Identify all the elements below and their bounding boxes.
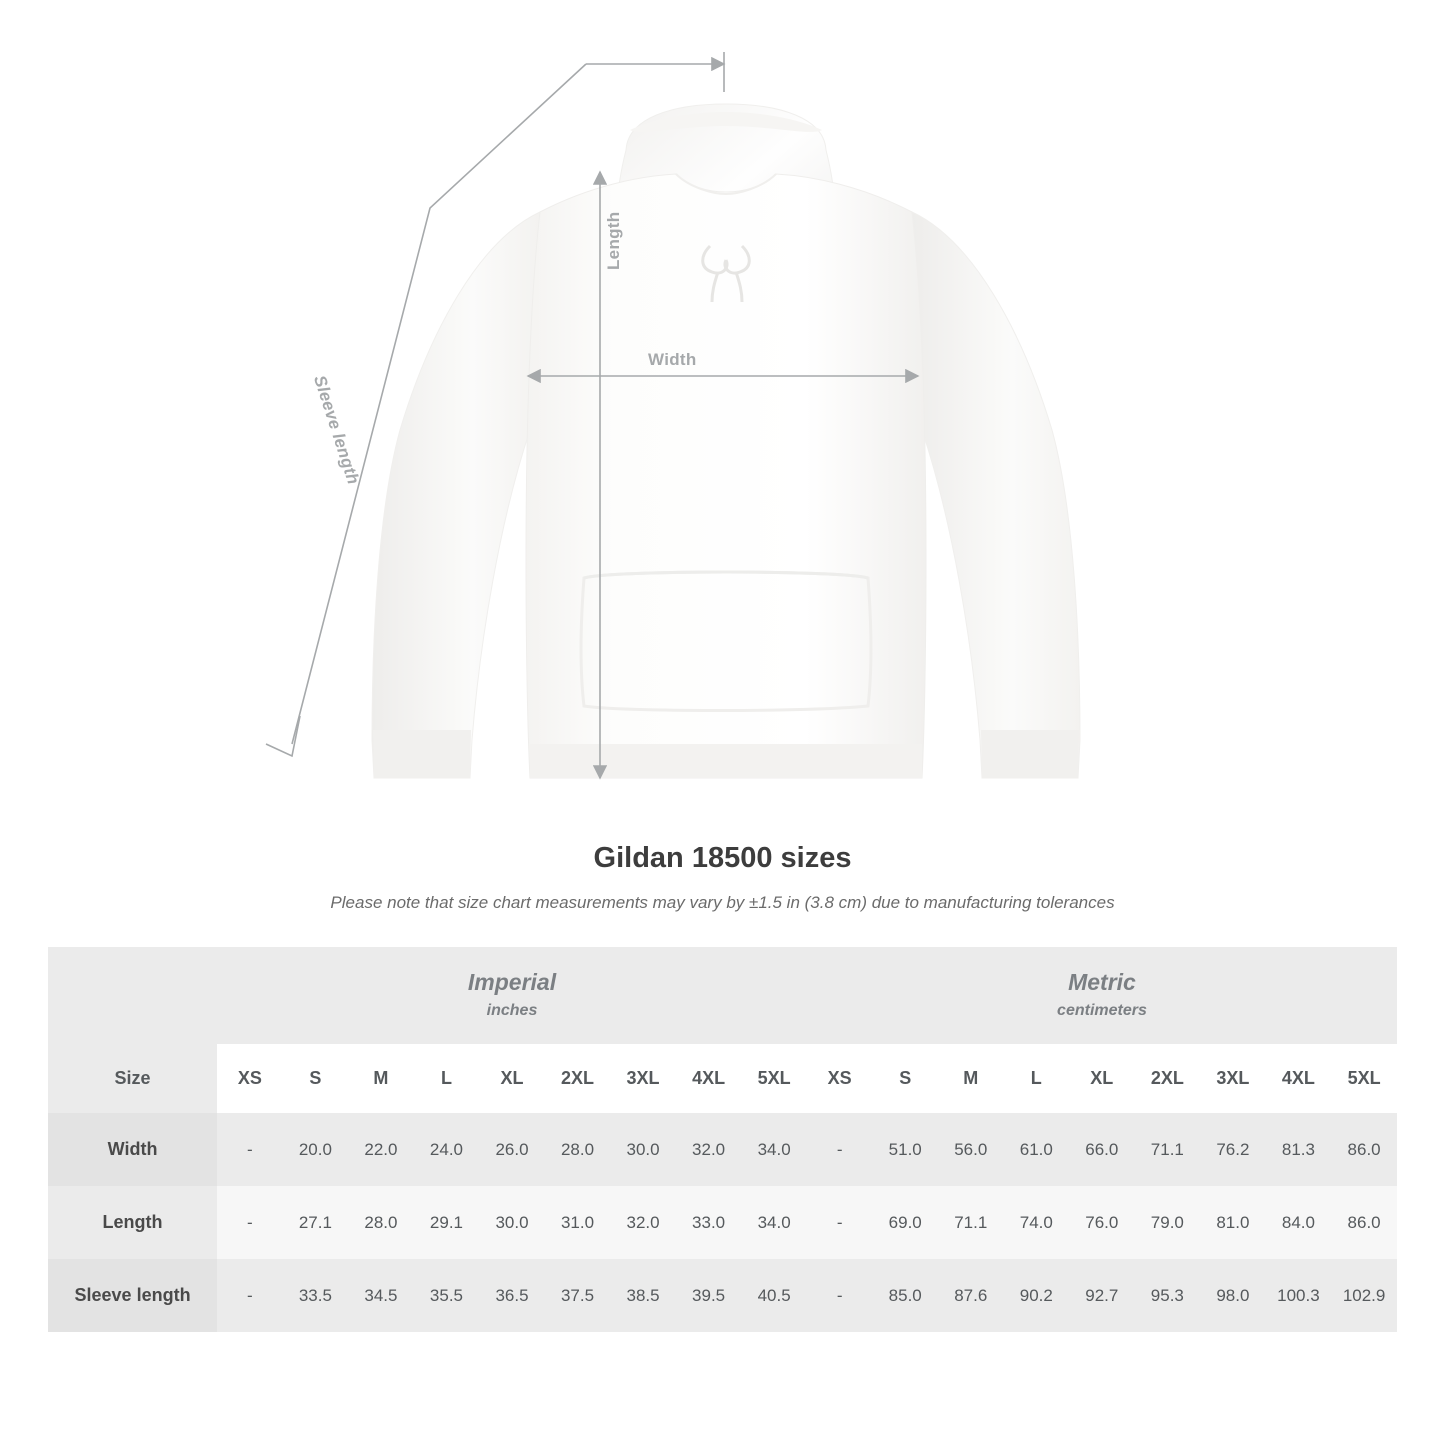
unit-group-imperial-sub: inches [486,1002,538,1019]
cell-sleeve-imperial-5xl: 40.5 [741,1259,807,1332]
cell-sleeve-metric-2xl: 95.3 [1135,1259,1201,1332]
column-header-metric-4xl: 4XL [1266,1044,1332,1113]
unit-group-imperial [217,947,807,1044]
column-header-metric-s: S [872,1044,938,1113]
cell-sleeve-metric-4xl: 100.3 [1266,1259,1332,1332]
cell-length-imperial-xs: - [217,1186,283,1259]
column-header-metric-m: M [938,1044,1004,1113]
page-title: Gildan 18500 sizes [593,842,852,874]
cell-length-imperial-3xl: 32.0 [610,1186,676,1259]
title-block [0,842,1445,913]
column-header-metric-l: L [1004,1044,1070,1113]
cell-sleeve-metric-l: 90.2 [1004,1259,1070,1332]
column-header-metric-5xl: 5XL [1331,1044,1397,1113]
column-header-imperial-5xl: 5XL [741,1044,807,1113]
cell-length-metric-l: 74.0 [1004,1186,1070,1259]
cell-width-metric-5xl: 86.0 [1331,1113,1397,1186]
table-row [48,1113,1397,1186]
size-table-wrap [48,947,1397,1332]
cell-sleeve-imperial-2xl: 37.5 [545,1259,611,1332]
cell-length-metric-m: 71.1 [938,1186,1004,1259]
cell-width-metric-l: 61.0 [1004,1113,1070,1186]
cell-width-metric-xs: - [807,1113,873,1186]
table-row [48,1259,1397,1332]
cell-width-imperial-m: 22.0 [348,1113,414,1186]
size-chart-table [48,947,1397,1332]
column-header-imperial-2xl: 2XL [545,1044,611,1113]
cell-length-metric-xs: - [807,1186,873,1259]
cell-sleeve-imperial-3xl: 38.5 [610,1259,676,1332]
row-label-sleeve-length: Sleeve length [48,1259,217,1332]
cell-width-metric-3xl: 76.2 [1200,1113,1266,1186]
cell-length-imperial-m: 28.0 [348,1186,414,1259]
unit-group-metric [807,947,1397,1044]
cell-width-imperial-3xl: 30.0 [610,1113,676,1186]
cell-sleeve-imperial-m: 34.5 [348,1259,414,1332]
unit-spacer [48,947,217,1044]
cell-width-metric-m: 56.0 [938,1113,1004,1186]
cell-sleeve-imperial-s: 33.5 [283,1259,349,1332]
column-header-imperial-xs: XS [217,1044,283,1113]
column-header-metric-xl: XL [1069,1044,1135,1113]
cell-length-imperial-2xl: 31.0 [545,1186,611,1259]
row-label-width: Width [48,1113,217,1186]
cell-length-metric-5xl: 86.0 [1331,1186,1397,1259]
column-header-metric-2xl: 2XL [1135,1044,1201,1113]
cell-sleeve-metric-m: 87.6 [938,1259,1004,1332]
table-row [48,1186,1397,1259]
cell-sleeve-metric-xl: 92.7 [1069,1259,1135,1332]
cell-width-imperial-4xl: 32.0 [676,1113,742,1186]
cell-length-metric-3xl: 81.0 [1200,1186,1266,1259]
cell-length-metric-s: 69.0 [872,1186,938,1259]
width-label: Width [648,350,697,369]
cell-width-imperial-xl: 26.0 [479,1113,545,1186]
cell-width-imperial-l: 24.0 [414,1113,480,1186]
cell-width-metric-xl: 66.0 [1069,1113,1135,1186]
column-header-imperial-l: L [414,1044,480,1113]
unit-header-row [48,947,1397,1044]
cell-sleeve-metric-3xl: 98.0 [1200,1259,1266,1332]
cell-sleeve-metric-s: 85.0 [872,1259,938,1332]
row-label-length: Length [48,1186,217,1259]
column-header-imperial-4xl: 4XL [676,1044,742,1113]
hoodie-shape [372,104,1080,778]
sleeve-length-label: Sleeve length [309,373,364,487]
cell-width-imperial-2xl: 28.0 [545,1113,611,1186]
cell-length-metric-4xl: 84.0 [1266,1186,1332,1259]
cell-length-imperial-xl: 30.0 [479,1186,545,1259]
unit-group-imperial-name: Imperial [467,969,557,995]
cell-sleeve-metric-5xl: 102.9 [1331,1259,1397,1332]
cell-width-imperial-5xl: 34.0 [741,1113,807,1186]
cell-width-metric-4xl: 81.3 [1266,1113,1332,1186]
cell-sleeve-imperial-4xl: 39.5 [676,1259,742,1332]
cell-sleeve-metric-xs: - [807,1259,873,1332]
tolerance-note: Please note that size chart measurements may vary by ±1.5 in (3.8 cm) due to manufacturing tolerances [330,893,1115,912]
cell-length-imperial-4xl: 33.0 [676,1186,742,1259]
size-header-row [48,1044,1397,1113]
cell-length-imperial-l: 29.1 [414,1186,480,1259]
cell-width-imperial-s: 20.0 [283,1113,349,1186]
unit-group-metric-sub: centimeters [1057,1002,1147,1019]
column-header-size: Size [48,1044,217,1113]
cell-width-metric-s: 51.0 [872,1113,938,1186]
cell-width-metric-2xl: 71.1 [1135,1113,1201,1186]
column-header-imperial-s: S [283,1044,349,1113]
cell-sleeve-imperial-l: 35.5 [414,1259,480,1332]
column-header-imperial-xl: XL [479,1044,545,1113]
length-label: Length [604,211,623,270]
cell-length-metric-xl: 76.0 [1069,1186,1135,1259]
column-header-imperial-m: M [348,1044,414,1113]
column-header-metric-3xl: 3XL [1200,1044,1266,1113]
unit-group-metric-name: Metric [1068,969,1136,995]
column-header-imperial-3xl: 3XL [610,1044,676,1113]
cell-sleeve-imperial-xl: 36.5 [479,1259,545,1332]
cell-sleeve-imperial-xs: - [217,1259,283,1332]
cell-length-imperial-5xl: 34.0 [741,1186,807,1259]
cell-length-metric-2xl: 79.0 [1135,1186,1201,1259]
cell-width-imperial-xs: - [217,1113,283,1186]
cell-length-imperial-s: 27.1 [283,1186,349,1259]
column-header-metric-xs: XS [807,1044,873,1113]
